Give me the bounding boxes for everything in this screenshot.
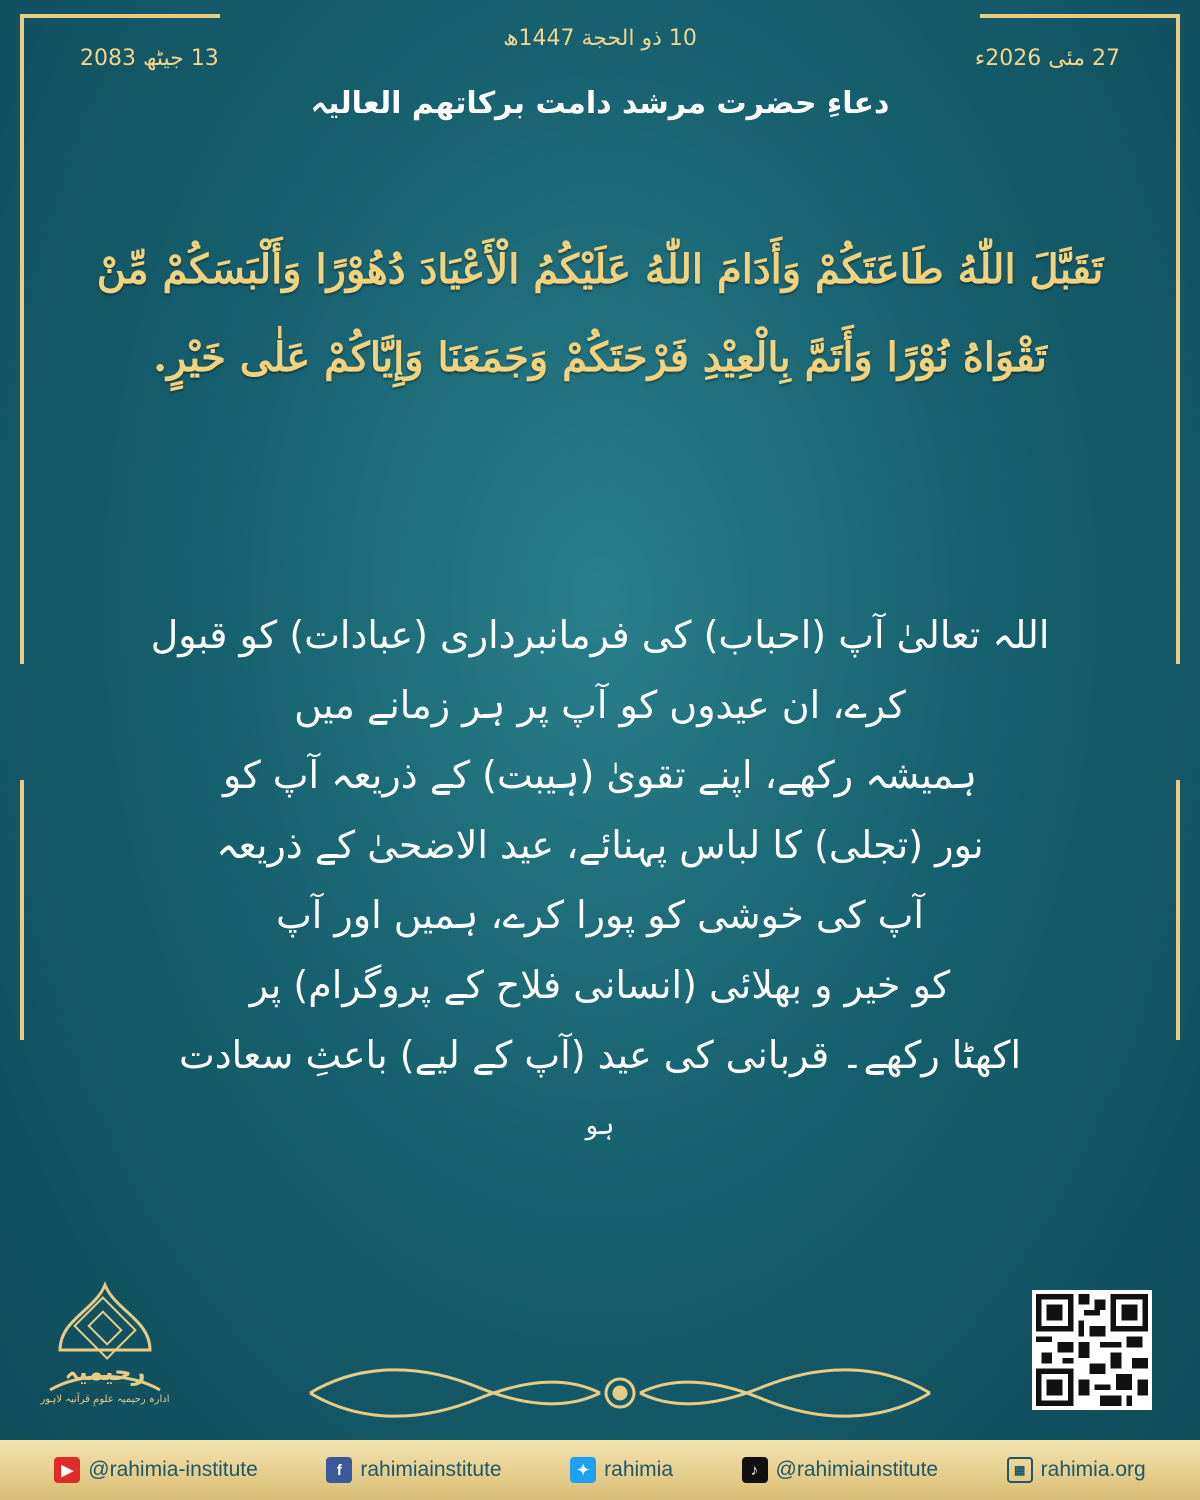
twitter-icon: ✦ [570,1457,596,1483]
urdu-line-1: اللہ تعالیٰ آپ (احباب) کی فرمانبرداری (عبادات) کو قبول [150,613,1050,657]
page-title: دعاءِ حضرت مرشد دامت برکاتھم العالیہ [310,86,890,121]
rahimia-logo [40,1280,170,1430]
footer-youtube-link[interactable] [54,1457,258,1483]
logo-text: رحیمیہ [64,1358,146,1386]
gregorian-date: 27 مئی 2026ء [974,46,1120,71]
tiktok-icon: ♪ [742,1457,768,1483]
footer-twitter-link[interactable] [570,1457,673,1483]
urdu-line-8: ہو [585,1111,615,1141]
ornament-divider-icon [300,1358,940,1428]
logo-subtitle: ادارہ رحیمیہ علومِ قرآنیہ لاہور [40,1394,170,1405]
arabic-line-1: تَقَبَّلَ اللّٰهُ طَاعَتَكُمْ وَأَدَامَ اللّٰهُ عَلَيْكُمُ الْأَعْيَادَ دُهُوْرًا وَأَلْبَسَكُمْ مِّنْ [96,246,1104,293]
urdu-line-4: نور (تجلی) کا لباس پہنائے، عید الاضحیٰ کے ذریعہ [216,823,984,867]
urdu-line-3: ہمیشہ رکھے، اپنے تقویٰ (ہیبت) کے ذریعہ آپ کو [222,753,978,797]
qr-code-icon [1036,1294,1148,1406]
arabic-line-2: تَقْوَاهُ نُوْرًا وَأَتَمَّ بِالْعِيْدِ فَرْحَتَكُمْ وَجَمَعَنَا وَإِيَّاكُمْ عَلٰى خَيْرٍ. [153,334,1047,381]
facebook-icon: f [326,1457,352,1483]
frame-line-left [20,780,24,1040]
footer-tiktok-label: @rahimiainstitute [775,1458,939,1481]
urdu-translation [150,600,1050,1148]
urdu-line-5: آپ کی خوشی کو پورا کرے، ہمیں اور آپ [275,893,924,937]
hijri-date: 10 ذو الحجة 1447ھ [503,26,697,51]
web-icon: ▦ [1007,1457,1033,1483]
urdu-line-7: اکھٹا رکھے۔ قربانی کی عید (آپ کے لیے) باعثِ سعادت [178,1033,1022,1077]
urdu-line-2: کرے، ان عیدوں کو آپ پر ہر زمانے میں [294,683,906,727]
footer-twitter-label: rahimia [604,1458,673,1481]
footer-social-bar [0,1440,1200,1500]
qr-code[interactable] [1032,1290,1152,1410]
footer-youtube-label: @rahimia-institute [88,1458,258,1481]
frame-line-right [1176,780,1180,1040]
bikrami-date: 13 جیٹھ 2083 [80,46,219,71]
footer-facebook-label: rahimiainstitute [360,1458,502,1481]
logo-emblem-icon [40,1280,170,1430]
arabic-dua [80,226,1120,402]
youtube-icon: ▶ [54,1457,80,1483]
footer-website-link[interactable] [1007,1457,1146,1483]
footer-facebook-link[interactable] [326,1457,501,1483]
footer-tiktok-link[interactable] [742,1457,939,1483]
footer-website-label: rahimia.org [1040,1458,1146,1481]
urdu-line-6: کو خیر و بھلائی (انسانی فلاح کے پروگرام) پر [249,963,951,1007]
